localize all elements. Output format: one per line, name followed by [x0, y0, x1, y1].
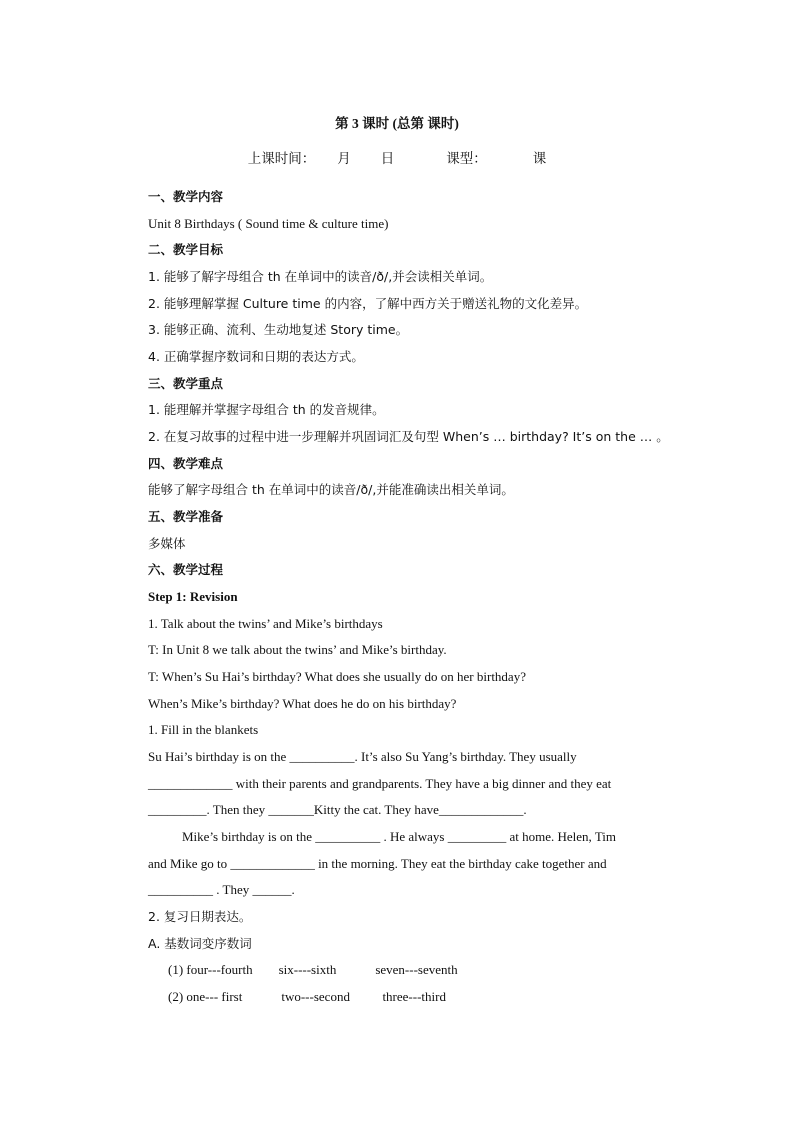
key-point-2: 2. 在复习故事的过程中进一步理解并巩固词汇及句型 When’s … birthday? It’s on the … 。 — [148, 429, 669, 444]
unit-line: Unit 8 Birthdays ( Sound time & culture time) — [148, 216, 389, 231]
activity-1: 1. Talk about the twins’ and Mike’s birthdays — [148, 616, 383, 631]
key-point-1: 1. 能理解并掌握字母组合 th 的发音规律。 — [148, 402, 385, 417]
date-review-heading: 2. 复习日期表达。 — [148, 909, 252, 924]
ordinal-row-2: (2) one--- first two---second three---third — [168, 989, 446, 1004]
step-1-heading: Step 1: Revision — [148, 589, 238, 604]
day-label: 日 — [380, 151, 395, 166]
lesson-title: 第 3 课时 (总第 课时) — [335, 116, 459, 131]
class-time-label: 上课时间： — [247, 151, 316, 166]
section-heading-key-points: 三、教学重点 — [148, 376, 224, 391]
teacher-line-1: T: In Unit 8 we talk about the twins’ and Mike’s birthday. — [148, 642, 447, 657]
section-heading-preparation: 五、教学准备 — [148, 509, 224, 524]
month-label: 月 — [337, 151, 351, 166]
objective-4: 4. 正确掌握序数词和日期的表达方式。 — [148, 349, 364, 364]
fill-blanks-heading: 1. Fill in the blankets — [148, 722, 259, 737]
blank-line-1: Su Hai’s birthday is on the __________. It’s also Su Yang’s birthday. They usually — [148, 749, 577, 764]
teacher-line-2: T: When’s Su Hai’s birthday? What does she usually do on her birthday? — [148, 669, 526, 684]
blank-line-2: _____________ with their parents and grandparents. They have a big dinner and they eat — [148, 776, 612, 791]
objective-1: 1. 能够了解字母组合 th 在单词中的读音/ð/,并会读相关单词。 — [148, 269, 493, 284]
blank-line-3: _________. Then they _______Kitty the cat. They have_____________. — [148, 802, 527, 817]
lesson-type-value: 课 — [532, 151, 547, 166]
blank-line-6: __________ . They ______. — [148, 882, 295, 897]
preparation-text: 多媒体 — [148, 536, 186, 551]
section-heading-objectives: 二、教学目标 — [148, 242, 224, 257]
lesson-type-label: 课型： — [446, 151, 487, 166]
blank-line-4: Mike’s birthday is on the __________ . He always _________ at home. Helen, Tim — [182, 829, 617, 844]
difficulty-text: 能够了解字母组合 th 在单词中的读音/ð/,并能准确读出相关单词。 — [148, 482, 514, 497]
section-heading-content: 一、教学内容 — [148, 189, 224, 204]
blank-line-5: and Mike go to _____________ in the morning. They eat the birthday cake together and — [148, 856, 607, 871]
teacher-line-3: When’s Mike’s birthday? What does he do on his birthday? — [148, 696, 457, 711]
lesson-meta — [0, 151, 794, 167]
ordinal-row-1: (1) four---fourth six----sixth seven---seventh — [168, 962, 458, 977]
section-heading-process: 六、教学过程 — [148, 562, 224, 577]
objective-3: 3. 能够正确、流利、生动地复述 Story time。 — [148, 322, 409, 337]
ordinal-heading: A. 基数词变序数词 — [148, 936, 252, 951]
objective-2: 2. 能够理解掌握 Culture time 的内容，了解中西方关于赠送礼物的文化差异。 — [148, 296, 588, 311]
section-heading-difficulties: 四、教学难点 — [148, 456, 224, 471]
